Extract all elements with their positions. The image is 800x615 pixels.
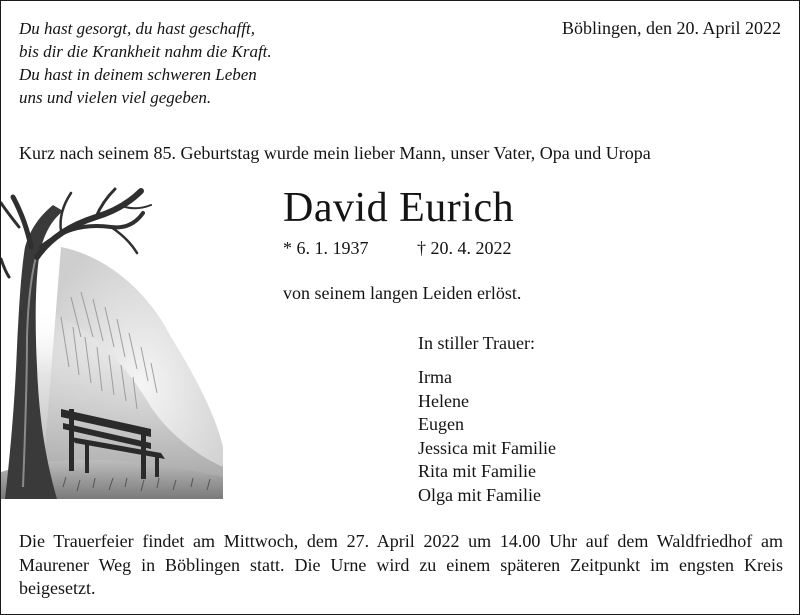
mourner-name: Jessica mit Familie (418, 437, 556, 458)
poem-line: bis dir die Krankheit nahm die Kraft. (19, 42, 272, 61)
funeral-details: Die Trauerfeier findet am Mittwoch, dem 27. April 2022 um 14.00 Uhr auf dem Waldfriedhof am Maurener Weg in Böblingen statt. Die Urne wird zu einem späteren Zeitpunkt im engsten Kreis beigesetzt. (19, 531, 783, 598)
deceased-name: David Eurich (283, 185, 515, 231)
mourners-list (418, 366, 556, 507)
memorial-poem (19, 17, 272, 109)
birth-date: * 6. 1. 1937 (283, 238, 369, 258)
death-date: † 20. 4. 2022 (417, 238, 512, 258)
poem-line: Du hast in deinem schweren Leben (19, 65, 257, 84)
intro-sentence: Kurz nach seinem 85. Geburtstag wurde mein lieber Mann, unser Vater, Opa und Uropa (19, 143, 651, 163)
poem-line: uns und vielen viel gegeben. (19, 88, 212, 107)
place-and-date: Böblingen, den 20. April 2022 (562, 18, 781, 38)
mourner-name: Irma (418, 367, 452, 387)
mourner-name: Helene (418, 390, 469, 411)
mourning-heading: In stiller Trauer: (418, 333, 535, 353)
tree-and-bench-illustration (1, 187, 223, 499)
mourner-name: Eugen (418, 414, 464, 434)
mourner-name: Rita mit Familie (418, 461, 536, 481)
relief-sentence: von seinem langen Leiden erlöst. (283, 283, 522, 303)
mourner-name: Olga mit Familie (418, 484, 541, 505)
poem-line: Du hast gesorgt, du hast geschafft, (19, 19, 255, 38)
